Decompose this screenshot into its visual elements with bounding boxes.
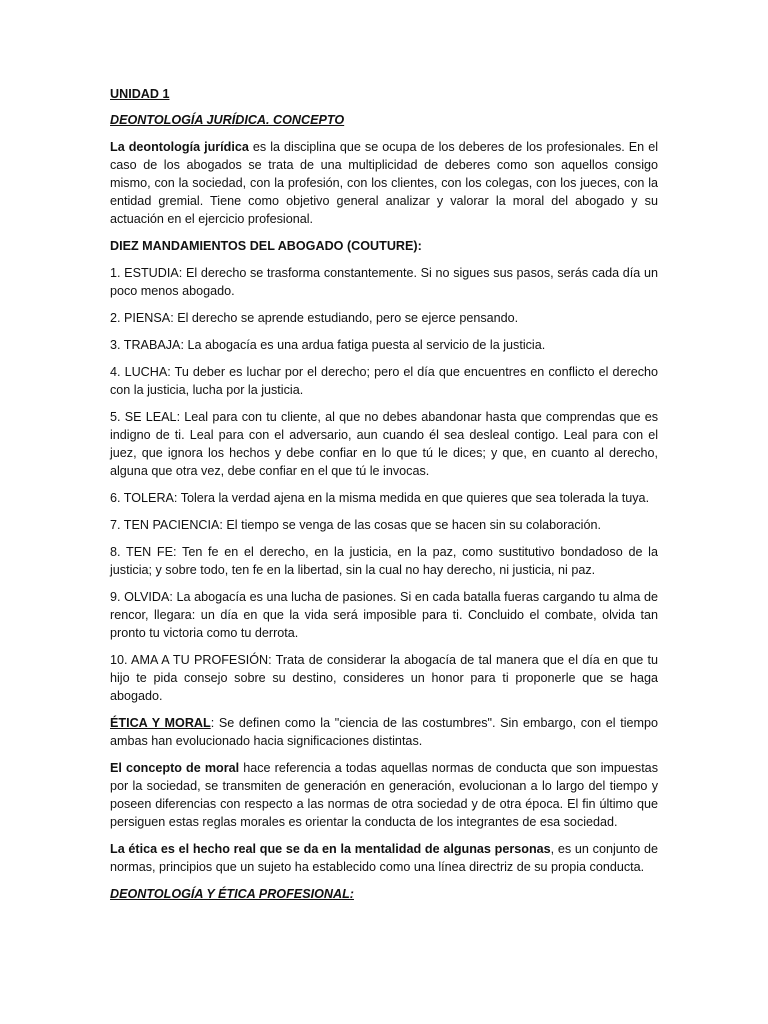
commandment-5: 5. SE LEAL: Leal para con tu cliente, al que no debes abandonar hasta que comprendas que es indigno de ti. Leal para con el adversario, aun cuando él sea desleal contigo. Leal para con el juez, que ignora los hechos y debe confiar en lo que tú le dices; y que, en cuanto al derecho, alguna que otra vez, debe confiar en el que tú le invocas. [110, 410, 658, 478]
moral-paragraph [110, 759, 658, 831]
commandment-10: 10. AMA A TU PROFESIÓN: Trata de considerar la abogacía de tal manera que el día en que tu hijo te pida consejo sobre su destino, consideres un honor para ti proponerle que se haga abogado. [110, 653, 658, 703]
ethics-text: : Se definen como la "ciencia de las costumbres". Sin embargo, con el tiempo ambas han evolucionado hacia significaciones distintas. [110, 716, 658, 748]
ethic-definition-paragraph [110, 840, 658, 876]
ethics-term: ÉTICA Y MORAL [110, 716, 211, 730]
commandment-6: 6. TOLERA: Tolera la verdad ajena en la misma medida en que quieres que sea tolerada la tuya. [110, 491, 650, 505]
section-title-deontologia: DEONTOLOGÍA JURÍDICA. CONCEPTO [110, 113, 345, 127]
ethic-definition-text: , es un conjunto de normas, principios que un sujeto ha establecido como una línea directriz de su propia conducta. [110, 842, 658, 874]
commandment-1: 1. ESTUDIA: El derecho se trasforma constantemente. Si no sigues sus pasos, serás cada día un poco menos abogado. [110, 266, 658, 298]
intro-paragraph [110, 138, 658, 228]
commandments-heading: DIEZ MANDAMIENTOS DEL ABOGADO (COUTURE): [110, 239, 422, 253]
commandment-7: 7. TEN PACIENCIA: El tiempo se venga de las cosas que se hacen sin su colaboración. [110, 518, 601, 532]
moral-term: El concepto de moral [110, 761, 240, 775]
ethic-definition-term: La ética es el hecho real que se da en la mentalidad de algunas personas [110, 842, 551, 856]
intro-term: La deontología jurídica [110, 140, 249, 154]
commandment-8: 8. TEN FE: Ten fe en el derecho, en la justicia, en la paz, como sustitutivo bondadoso de la justicia; y sobre todo, ten fe en la libertad, sin la cual no hay derecho, ni justicia, ni paz. [110, 545, 658, 577]
section-title-etica-profesional: DEONTOLOGÍA Y ÉTICA PROFESIONAL: [110, 887, 354, 901]
unit-title: UNIDAD 1 [110, 87, 170, 101]
commandment-2: 2. PIENSA: El derecho se aprende estudiando, pero se ejerce pensando. [110, 311, 519, 325]
moral-text: hace referencia a todas aquellas normas de conducta que son impuestas por la sociedad, se transmiten de generación en generación, evolucionan a lo largo del tiempo y poseen diferencias con respecto a las normas de otra sociedad y de otra época. El fin último que persiguen estas reglas morales es orientar la conducta de los integrantes de esa sociedad. [110, 761, 658, 829]
intro-text: es la disciplina que se ocupa de los deberes de los profesionales. En el caso de los abogados se trata de una multiplicidad de deberes como son aquellos consigo mismo, con la sociedad, con la profesión, con los clientes, con los colegas, con los jueces, con la entidad gremial. Tiene como objetivo general analizar y valorar la moral del abogado y su actuación en el ejercicio profesional. [110, 140, 659, 226]
ethics-paragraph [110, 714, 658, 750]
commandment-9: 9. OLVIDA: La abogacía es una lucha de pasiones. Si en cada batalla fueras cargando tu alma de rencor, llegara: un día en que la vida será imposible para ti. Concluido el combate, olvida tan pronto tu victoria como tu derrota. [110, 590, 658, 640]
commandment-3: 3. TRABAJA: La abogacía es una ardua fatiga puesta al servicio de la justicia. [110, 338, 546, 352]
commandment-4: 4. LUCHA: Tu deber es luchar por el derecho; pero el día que encuentres en conflicto el derecho con la justicia, lucha por la justicia. [110, 365, 658, 397]
